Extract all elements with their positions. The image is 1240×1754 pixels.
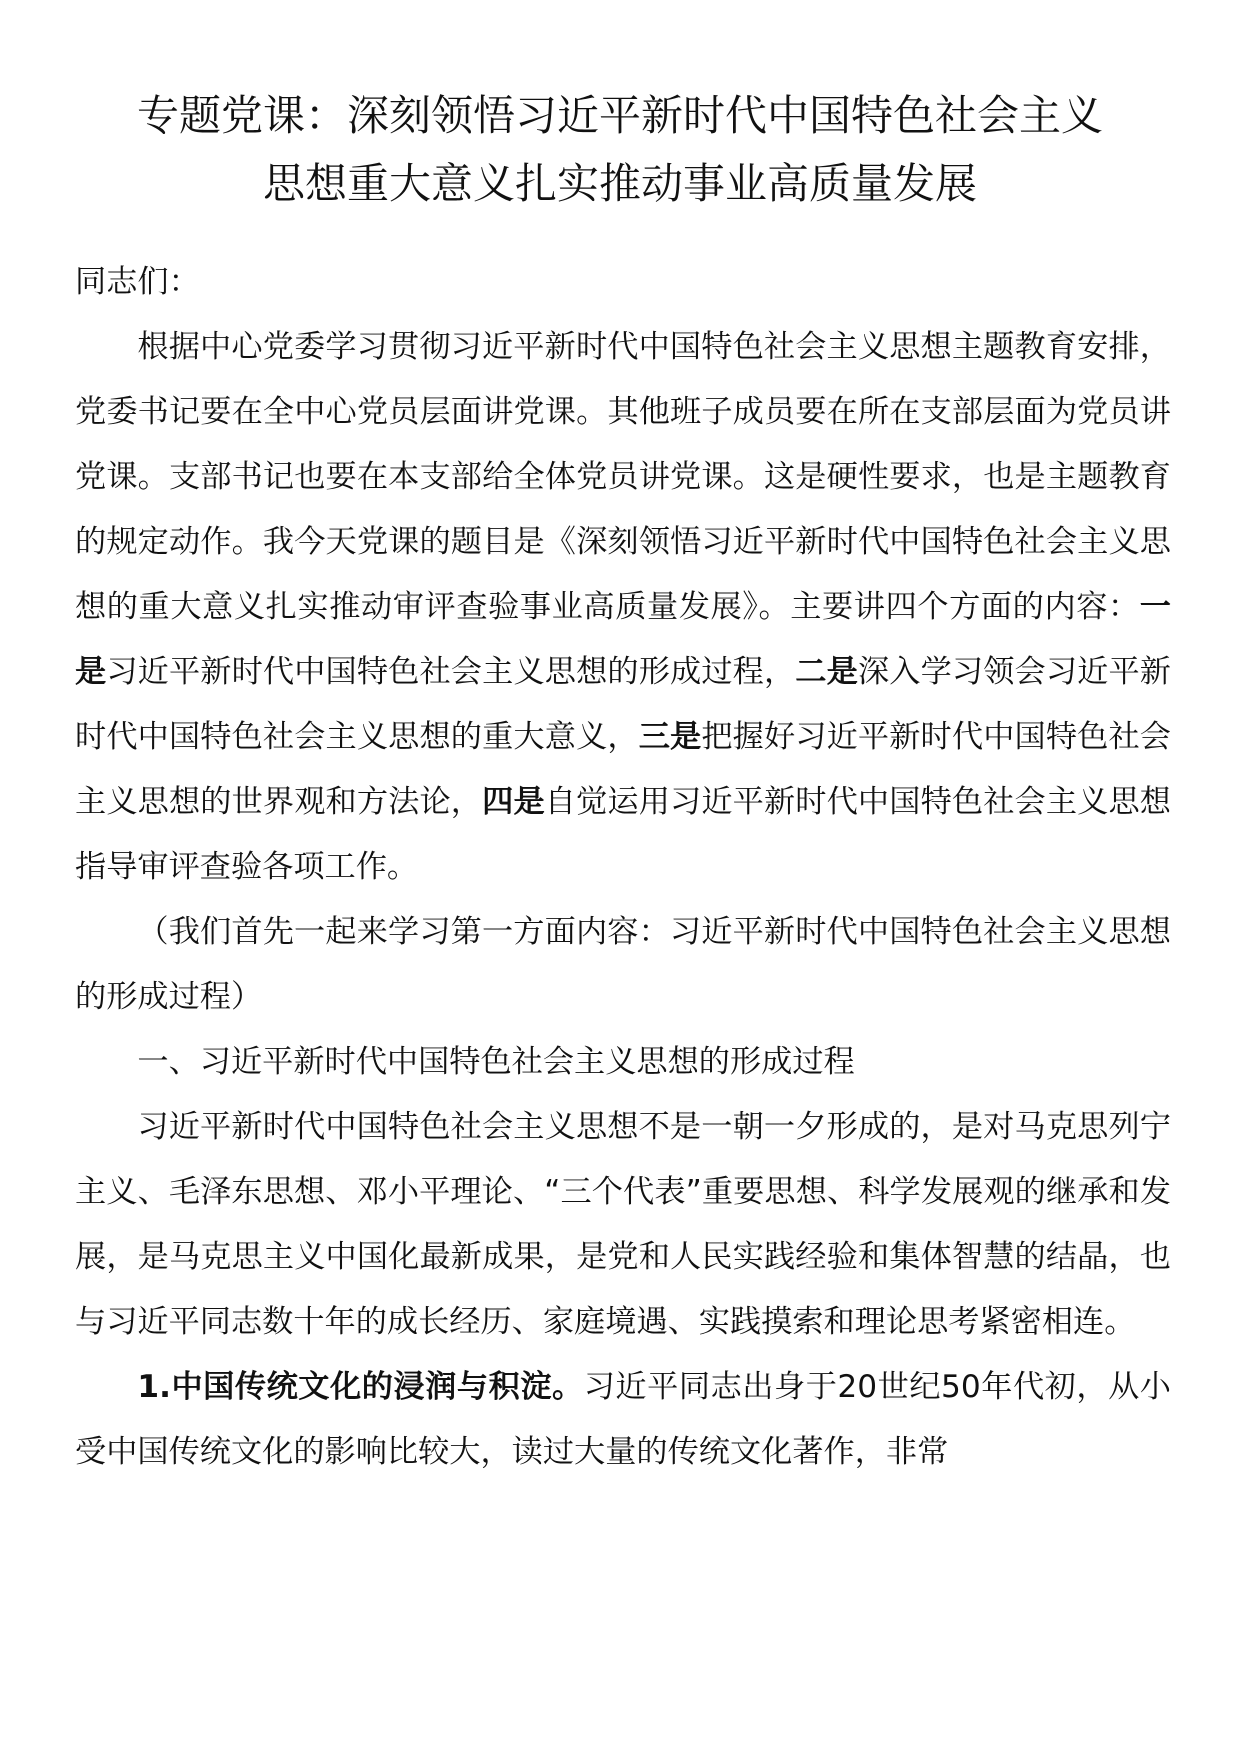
subsection-heading-1: 1.中国传统文化的浸润与积淀。 bbox=[137, 1369, 584, 1405]
point-three-label: 三是 bbox=[638, 719, 702, 755]
intro-text-2: 习近平新时代中国特色社会主义思想的形成过程， bbox=[106, 654, 796, 690]
intro-text-3: 深入学习领会习近平新时代中国特色社会主义思想的重大意义， bbox=[75, 654, 1171, 755]
greeting: 同志们： bbox=[75, 264, 200, 300]
intro-text-5: 自觉运用习近平新时代中国特色社会主义思想指导审评查验各项工作。 bbox=[75, 784, 1171, 885]
title-line-1: 专题党课：深刻领悟习近平新时代中国特色社会主义 bbox=[136, 91, 1103, 140]
intro-text-4: 把握好习近平新时代中国特色社会主义思想的世界观和方法论， bbox=[75, 719, 1171, 820]
paragraph-culture bbox=[75, 1355, 1171, 1485]
document-body bbox=[75, 250, 1171, 1485]
culture-text: 习近平同志出身于20世纪50年代初，从小受中国传统文化的影响比较大，读过大量的传统文化著作，非常 bbox=[75, 1369, 1171, 1470]
intro-text-1: 根据中心党委学习贯彻习近平新时代中国特色社会主义思想主题教育安排，党委书记要在全中心党员层面讲党课。其他班子成员要在所在支部层面为党员讲党课。支部书记也要在本支部给全体党员讲党课。这是硬性要求，也是主题教育的规定动作。我今天党课的题目是《深刻领悟习近平新时代中国特色社会主义思想的重大意义扎实推动审评查验事业高质量发展》。主要讲四个方面的内容： bbox=[75, 329, 1171, 625]
document-title bbox=[70, 82, 1170, 218]
section-heading-1: 一、习近平新时代中国特色社会主义思想的形成过程 bbox=[137, 1044, 855, 1080]
point-one-label: 一是 bbox=[75, 589, 1171, 690]
paragraph-formation: 习近平新时代中国特色社会主义思想不是一朝一夕形成的，是对马克思列宁主义、毛泽东思想、邓小平理论、“三个代表”重要思想、科学发展观的继承和发展，是马克思主义中国化最新成果，是党和人民实践经验和集体智慧的结晶，也与习近平同志数十年的成长经历、家庭境遇、实践摸索和理论思考紧密相连。 bbox=[75, 1109, 1171, 1340]
point-four-label: 四是 bbox=[482, 784, 545, 820]
paragraph-transition: （我们首先一起来学习第一方面内容：习近平新时代中国特色社会主义思想的形成过程） bbox=[75, 914, 1171, 1015]
paragraph-intro bbox=[75, 315, 1171, 900]
point-two-label: 二是 bbox=[795, 654, 858, 690]
title-line-2: 思想重大意义扎实推动事业高质量发展 bbox=[262, 159, 977, 208]
